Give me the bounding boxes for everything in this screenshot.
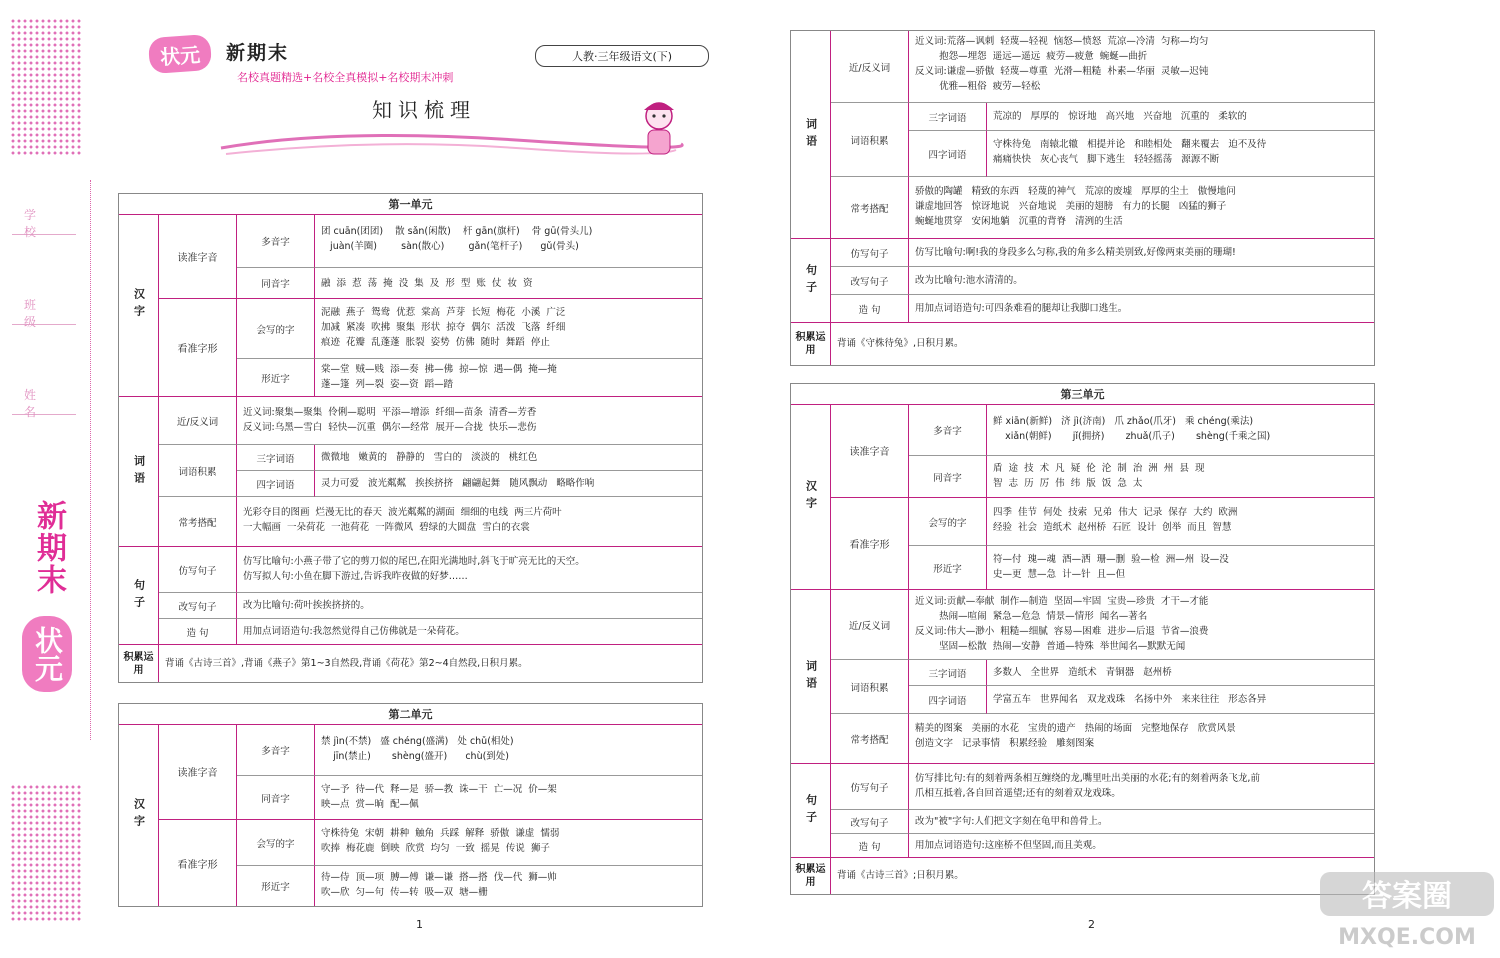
- cat-juzi: 句子: [791, 764, 831, 858]
- unit3-gaixie: 改为"被"字句:人们把文字刻在龟甲和兽骨上。: [909, 810, 1374, 834]
- label-jinfan: 近/反义词: [831, 590, 909, 660]
- cat-jilei: 积累运用: [791, 858, 831, 894]
- vertical-logo: 状元: [22, 616, 72, 692]
- unit3-duoyin: 鲜 xiān(新鲜) 济 jì(济南) 爪 zhǎo(爪牙) 乘 chéng(乘法) xiǎn(朝鲜) jǐ(拥挤) zhuǎ(爪子) shèng(千乘之国): [987, 404, 1374, 456]
- unit1-tongyin: 融 添 惹 荡 掩 没 集 及 形 型 账 仗 妆 资: [315, 268, 702, 299]
- unit3-sanzi: 多数人 全世界 造纸术 青铜器 赵州桥: [987, 660, 1374, 686]
- unit2b-sanzi: 荒凉的 厚厚的 惊讶地 高兴地 兴奋地 沉重的 柔软的: [987, 103, 1374, 131]
- watermark-logo: [1318, 868, 1496, 952]
- label-fangxie: 仿写句子: [831, 764, 909, 810]
- cartoon-girl-illustration: [630, 96, 688, 158]
- label-zaoju: 造 句: [831, 834, 909, 858]
- cat-ciyu: 词语: [791, 590, 831, 764]
- name-field[interactable]: 姓 名: [12, 380, 76, 415]
- label-cyjl: 词语积累: [159, 445, 237, 497]
- unit3-zaoju: 用加点词语造句:这座桥不但坚固,而且美观。: [909, 834, 1374, 858]
- unit1-dapei: 光彩夺目的图画 烂漫无比的春天 波光粼粼的湖面 细细的电线 两三片荷叶 一大幅画 一朵荷花 一池荷花 一阵微风 碧绿的大圆盘 雪白的衣裳: [237, 497, 702, 547]
- label-dapei: 常考搭配: [831, 177, 909, 239]
- page-number-right: 2: [1088, 918, 1095, 931]
- label-duoyin: 多音字: [909, 404, 987, 456]
- unit3-sizi: 学富五车 世界闻名 双龙戏珠 名扬中外 来来往往 形态各异: [987, 686, 1374, 714]
- label-jinfan: 近/反义词: [159, 397, 237, 445]
- unit1-jinfan: 近义词:聚集—聚集 伶俐—聪明 平添—增添 纤细—苗条 清香—芳香 反义词:乌黑—雪白 轻快—沉重 偶尔—经常 展开—合拢 快乐—悲伤: [237, 397, 702, 445]
- cat-ciyu: 词语: [791, 31, 831, 239]
- unit2-xingjin: 待—侍 顶—项 膊—傅 谦—谦 搭—搭 伐—代 狮—帅 吹—欣 匀—句 传—转 吸—双 塘—栅: [321, 872, 557, 898]
- label-cyjl: 词语积累: [831, 103, 909, 177]
- unit1-huixie: 泥融 燕子 鸳鸯 优惹 棠高 芦芽 长短 梅花 小溪 广泛 加减 紧凑 吹拂 聚集 形状 掠夺 偶尔 活泼 飞落 纤细 痕迹 花瓣 乱蓬蓬 胀裂 姿势 仿佛 随时 舞蹈 停止: [315, 299, 702, 359]
- unit3-dapei: 精美的图案 美丽的水花 宝贵的遗产 热闹的场面 完整地保存 欣赏风景 创造文字 记录事情 积累经验 雕刻图案: [909, 714, 1374, 764]
- label-sanzi: 三字词语: [909, 103, 987, 131]
- sub-kzzx: 看准字形: [831, 498, 909, 590]
- unit3-tongyin: 盾 途 技 术 凡 疑 伦 沦 制 治 洲 州 县 现 智 志 历 厉 伟 纬 版 饭 急 太: [987, 456, 1374, 498]
- unit1-sizi: 灵力可爱 波光粼粼 挨挨挤挤 翩翩起舞 随风飘动 略略作响: [315, 471, 702, 497]
- label-xingjin: 形近字: [237, 866, 315, 906]
- label-dapei: 常考搭配: [159, 497, 237, 547]
- label-duoyin: 多音字: [237, 724, 315, 776]
- unit2b-jinfan: 近义词:荒落—讽刺 轻蔑—轻视 恼怒—愤怒 荒凉—冷清 匀称—均匀 抱怨—埋怨 遥远—遥远 疲劳—疲惫 蜿蜒—曲折 反义词:谦虚—骄傲 轻蔑—尊重 光滑—粗糙 朴素—华丽 灵敏—迟钝 优雅—粗俗 疲劳—轻松: [909, 31, 1374, 103]
- unit3-jinfan: 近义词:贡献—奉献 制作—制造 坚固—牢固 宝贵—珍贵 才干—才能 热闹—喧闹 紧急—危急 情景—情形 闻名—著名 反义词:伟大—渺小 粗糙—细腻 容易—困难 进步—后退 节省—浪费 坚固—松散 热闹—安静 普通—特殊 举世闻名—默默无闻: [909, 590, 1374, 660]
- label-fangxie: 仿写句子: [831, 239, 909, 267]
- unit3-table: [790, 383, 1375, 895]
- cat-hanzi: 汉字: [119, 724, 159, 906]
- unit1-duoyin: 团 cuān(团团) 散 sǎn(闲散) 杆 gān(旗杆) 骨 gū(骨头儿) juàn(羊圈) sàn(散心) gǎn(笔杆子) gǔ(骨头): [315, 214, 702, 268]
- label-zaoju: 造 句: [831, 295, 909, 323]
- unit1-gaixie: 改为比喻句:荷叶挨挨挤挤的。: [237, 593, 702, 619]
- label-xingjin: 形近字: [237, 359, 315, 397]
- unit1-xingjin: 棠—堂 贼—贱 添—奏 拂—佛 掠—惊 遇—偶 掩—掩 蓬—篷 列—裂 姿—资 蹈—踏: [315, 359, 702, 397]
- unit3-huixie: 四季 佳节 何处 技索 兄弟 伟大 记录 保存 大约 欧洲 经验 社会 造纸术 赵州桥 石匠 设计 创举 而且 智慧: [987, 498, 1374, 546]
- label-cyjl: 词语积累: [831, 660, 909, 714]
- sub-kzzx: 看准字形: [159, 299, 237, 397]
- label-tongyin: 同音字: [909, 456, 987, 498]
- label-gaixie: 改写句子: [831, 267, 909, 295]
- cat-juzi: 句子: [119, 547, 159, 645]
- unit1-title: 第一单元: [119, 194, 702, 215]
- cat-juzi: 句子: [791, 239, 831, 323]
- cat-jilei: 积累运用: [119, 645, 159, 682]
- label-jinfan: 近/反义词: [831, 31, 909, 103]
- unit2b-gaixie: 改为比喻句:池水清清的。: [909, 267, 1374, 295]
- label-tongyin: 同音字: [237, 268, 315, 299]
- label-sanzi: 三字词语: [909, 660, 987, 686]
- binding-line: [90, 180, 91, 740]
- page-title: 知识梳理: [372, 98, 476, 122]
- label-xingjin: 形近字: [909, 546, 987, 590]
- unit2-duoyin: 禁 jìn(不禁) 盛 chéng(盛满) 处 chǔ(相处) jīn(禁止) shèng(盛开) chù(到处): [315, 724, 702, 776]
- decorative-dot-strip: [10, 18, 82, 156]
- label-dapei: 常考搭配: [831, 714, 909, 764]
- watermark-text: 答案圈: [1362, 879, 1452, 914]
- slogan: 名校真题精选+名校全真模拟+名校期末冲刺: [237, 71, 454, 84]
- course-badge: 人教·三年级语文(下): [535, 45, 709, 67]
- unit2-table: [118, 703, 703, 907]
- brand-logo: 状元: [148, 34, 212, 74]
- unit1-sanzi: 微微地 嫩黄的 静静的 雪白的 淡淡的 桃红色: [315, 445, 702, 471]
- swoosh-decoration: [216, 118, 686, 158]
- unit1-table: [118, 193, 703, 683]
- unit2b-sizi: 守株待兔 南辕北辙 相提并论 和睦相处 翻来覆去 迫不及待 痛痛快快 灰心丧气 脚下逃生 轻轻摇荡 源源不断: [987, 131, 1374, 177]
- cat-hanzi: 汉字: [119, 214, 159, 397]
- label-zaoju: 造 句: [159, 619, 237, 645]
- unit1-jilei: 背诵《古诗三首》,背诵《燕子》第1~3自然段,背诵《荷花》第2~4自然段,日积月累。: [165, 658, 528, 669]
- sub-kzzx: 看准字形: [159, 820, 237, 906]
- label-sanzi: 三字词语: [237, 445, 315, 471]
- label-huixie: 会写的字: [909, 498, 987, 546]
- unit2-title: 第二单元: [119, 704, 702, 725]
- label-sizi: 四字词语: [237, 471, 315, 497]
- unit1-fangxie: 仿写比喻句:小燕子带了它的剪刀似的尾巴,在阳光满地时,斜飞于旷亮无比的天空。 仿写拟人句:小鱼在脚下游过,告诉我昨夜做的好梦……: [237, 547, 702, 593]
- school-field[interactable]: 学 校: [12, 200, 76, 235]
- sub-dzzy: 读准字音: [159, 724, 237, 820]
- unit3-xingjin: 符—付 瑰—魂 酒—洒 珊—删 验—检 洲—州 设—没 史—更 慧—急 计—针 且—但: [987, 546, 1374, 590]
- vertical-brand-text: 新期末: [31, 500, 66, 596]
- watermark-url: MXQE.COM: [1338, 925, 1476, 950]
- unit2-huixie: 守株待兔 宋朝 耕种 触角 兵踩 解释 骄傲 谦虚 懦弱 吹捧 梅花鹿 倒映 欣赏 均匀 一致 摇晃 传说 狮子: [315, 820, 702, 866]
- unit3-fangxie: 仿写排比句:有的刻着两条相互缠绕的龙,嘴里吐出美丽的水花;有的刻着两条飞龙,前 爪相互抵着,各自回首遥望;还有的刻着双龙戏珠。: [909, 764, 1374, 810]
- unit2b-dapei: 骄傲的陶罐 精致的东西 轻蔑的神气 荒凉的废墟 厚厚的尘土 傲慢地问 谦虚地回答 惊讶地说 兴奋地说 美丽的翅膀 有力的长腿 凶猛的狮子 蜿蜒地贯穿 安闲地躺 沉重的背脊 清洌的生活: [909, 177, 1374, 239]
- label-sizi: 四字词语: [909, 131, 987, 177]
- brand-title: 新期末: [226, 42, 290, 64]
- label-duoyin: 多音字: [237, 214, 315, 268]
- sub-dzzy: 读准字音: [159, 214, 237, 299]
- class-field[interactable]: 班 级: [12, 290, 76, 325]
- label-tongyin: 同音字: [237, 776, 315, 820]
- unit2-tongyin: 守—予 待—代 释—是 骄—教 诛—干 亡—况 价—架 映—点 赏—晌 配—佩: [315, 776, 702, 820]
- label-gaixie: 改写句子: [159, 593, 237, 619]
- sub-dzzy: 读准字音: [831, 404, 909, 498]
- unit3-title: 第三单元: [791, 384, 1374, 405]
- cat-ciyu: 词语: [119, 397, 159, 547]
- label-sizi: 四字词语: [909, 686, 987, 714]
- cat-jilei: 积累运用: [791, 323, 831, 365]
- unit2b-jilei: 背诵《守株待兔》,日积月累。: [837, 338, 964, 349]
- label-huixie: 会写的字: [237, 299, 315, 359]
- decorative-dot-strip: [10, 784, 82, 922]
- unit2-continued-table: [790, 30, 1375, 366]
- unit1-zaoju: 用加点词语造句:我忽然觉得自己仿佛就是一朵荷花。: [237, 619, 702, 645]
- cat-hanzi: 汉字: [791, 404, 831, 590]
- label-huixie: 会写的字: [237, 820, 315, 866]
- unit2b-fangxie: 仿写比喻句:啊!我的身段多么匀称,我的角多么精美别致,好像两束美丽的珊瑚!: [909, 239, 1374, 267]
- unit2b-zaoju: 用加点词语造句:可四条难看的腿却让我脚口逃生。: [909, 295, 1374, 323]
- label-fangxie: 仿写句子: [159, 547, 237, 593]
- page-number-left: 1: [416, 918, 423, 931]
- unit3-jilei: 背诵《古诗三首》;日积月累。: [837, 870, 964, 881]
- label-gaixie: 改写句子: [831, 810, 909, 834]
